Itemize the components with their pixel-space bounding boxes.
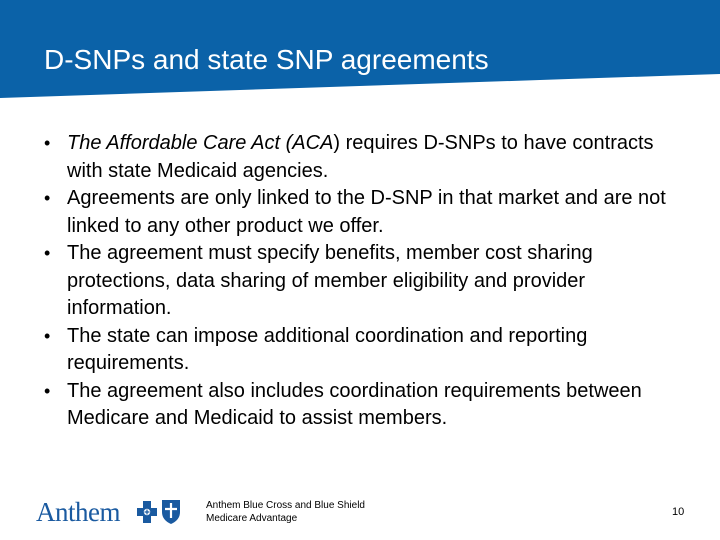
bullet-text: ) requires D-SNPs to have contracts with state Medicaid agencies. — [67, 132, 654, 182]
bullet-item — [44, 185, 684, 240]
bullet-text: Agreements are only linked to the D-SNP in that market and are not linked to any other product we offer. — [67, 187, 666, 237]
aca-abbrev: ACA — [292, 132, 334, 154]
footer-company-name — [206, 499, 365, 525]
bullet-item — [44, 378, 684, 433]
bullet-item — [44, 240, 684, 323]
bullet-list — [44, 130, 684, 433]
bullet-text-italic: The Affordable Care Act ( — [67, 132, 293, 154]
bullet-text: The agreement also includes coordination requirements between Medicare and Medicaid to assist members. — [67, 379, 642, 429]
bullet-item — [44, 130, 684, 185]
bullet-item — [44, 323, 684, 378]
blue-shield-icon — [160, 498, 182, 525]
blue-cross-icon — [136, 500, 158, 524]
logo-wordmark: Anthem — [36, 497, 120, 527]
slide-title: D-SNPs and state SNP agreements — [44, 44, 489, 75]
page-number: 10 — [672, 506, 685, 518]
anthem-logo — [36, 495, 196, 531]
footer-company-line: Anthem Blue Cross and Blue Shield — [206, 500, 365, 511]
bullet-text: The agreement must specify benefits, member cost sharing protections, data sharing of member eligibility and provider information. — [67, 242, 593, 319]
footer-company-line: Medicare Advantage — [206, 513, 298, 524]
bullet-text: The state can impose additional coordination and reporting requirements. — [67, 324, 588, 374]
